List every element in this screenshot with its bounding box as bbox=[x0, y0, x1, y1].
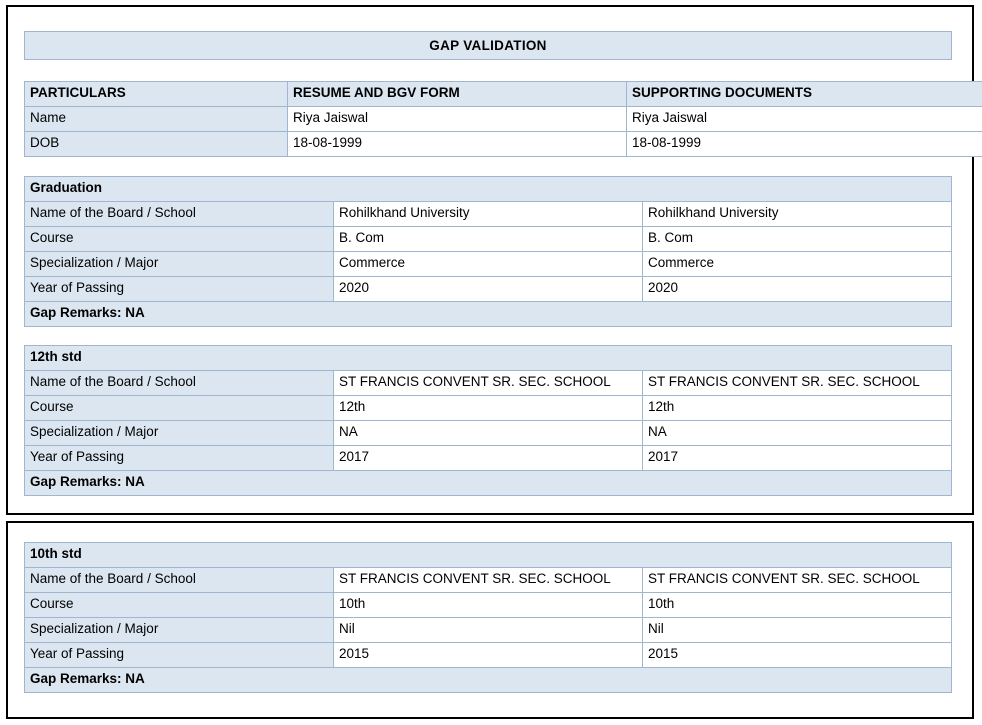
row-resume-course: 12th bbox=[334, 396, 643, 421]
row-label-board: Name of the Board / School bbox=[25, 568, 334, 593]
row-resume-year: 2020 bbox=[334, 277, 643, 302]
section-graduation bbox=[24, 176, 952, 327]
row-documents-year: 2017 bbox=[643, 446, 952, 471]
table-row bbox=[25, 132, 982, 157]
header-resume: RESUME AND BGV FORM bbox=[288, 82, 627, 107]
row-label-course: Course bbox=[25, 593, 334, 618]
row-documents-board: Rohilkhand University bbox=[643, 202, 952, 227]
table-row bbox=[25, 252, 952, 277]
row-label-name: Name bbox=[25, 107, 288, 132]
row-label-course: Course bbox=[25, 396, 334, 421]
row-documents-year: 2015 bbox=[643, 643, 952, 668]
row-resume-specialization: NA bbox=[334, 421, 643, 446]
row-label-board: Name of the Board / School bbox=[25, 371, 334, 396]
row-label-year: Year of Passing bbox=[25, 446, 334, 471]
row-label-course: Course bbox=[25, 227, 334, 252]
table-row bbox=[25, 107, 982, 132]
row-resume-specialization: Nil bbox=[334, 618, 643, 643]
row-documents-specialization: NA bbox=[643, 421, 952, 446]
row-documents-course: 12th bbox=[643, 396, 952, 421]
gap-remarks-10th: Gap Remarks: NA bbox=[25, 668, 952, 693]
tenth-table bbox=[24, 542, 952, 693]
table-row bbox=[25, 643, 952, 668]
row-label-specialization: Specialization / Major bbox=[25, 252, 334, 277]
row-documents-course: 10th bbox=[643, 593, 952, 618]
section-heading-row bbox=[25, 177, 952, 202]
row-resume-board: Rohilkhand University bbox=[334, 202, 643, 227]
table-row bbox=[25, 396, 952, 421]
row-documents-specialization: Commerce bbox=[643, 252, 952, 277]
table-row bbox=[25, 568, 952, 593]
row-resume-dob: 18-08-1999 bbox=[288, 132, 627, 157]
page-title: GAP VALIDATION bbox=[24, 31, 952, 60]
section-heading-12th: 12th std bbox=[25, 346, 952, 371]
table-row bbox=[25, 371, 952, 396]
identity-table bbox=[24, 81, 982, 157]
gap-remarks-12th: Gap Remarks: NA bbox=[25, 471, 952, 496]
section-10th bbox=[24, 542, 952, 693]
row-documents-name: Riya Jaiswal bbox=[627, 107, 982, 132]
table-row bbox=[25, 277, 952, 302]
gap-remarks-row bbox=[25, 668, 952, 693]
table-row bbox=[25, 618, 952, 643]
row-documents-year: 2020 bbox=[643, 277, 952, 302]
row-resume-year: 2017 bbox=[334, 446, 643, 471]
section-heading-row bbox=[25, 346, 952, 371]
section-heading-10th: 10th std bbox=[25, 543, 952, 568]
header-particulars: PARTICULARS bbox=[25, 82, 288, 107]
row-label-board: Name of the Board / School bbox=[25, 202, 334, 227]
section-heading-row bbox=[25, 543, 952, 568]
row-resume-name: Riya Jaiswal bbox=[288, 107, 627, 132]
table-row bbox=[25, 593, 952, 618]
row-label-year: Year of Passing bbox=[25, 277, 334, 302]
table-row bbox=[25, 227, 952, 252]
row-resume-course: 10th bbox=[334, 593, 643, 618]
twelfth-table bbox=[24, 345, 952, 496]
row-documents-board: ST FRANCIS CONVENT SR. SEC. SCHOOL bbox=[643, 568, 952, 593]
row-label-specialization: Specialization / Major bbox=[25, 618, 334, 643]
gap-remarks-row bbox=[25, 471, 952, 496]
row-resume-board: ST FRANCIS CONVENT SR. SEC. SCHOOL bbox=[334, 371, 643, 396]
row-documents-board: ST FRANCIS CONVENT SR. SEC. SCHOOL bbox=[643, 371, 952, 396]
row-resume-course: B. Com bbox=[334, 227, 643, 252]
identity-block bbox=[24, 81, 952, 157]
row-documents-course: B. Com bbox=[643, 227, 952, 252]
table-row bbox=[25, 446, 952, 471]
row-label-year: Year of Passing bbox=[25, 643, 334, 668]
row-documents-dob: 18-08-1999 bbox=[627, 132, 982, 157]
row-resume-specialization: Commerce bbox=[334, 252, 643, 277]
section-12th bbox=[24, 345, 952, 496]
title-block bbox=[24, 31, 952, 60]
section-heading-graduation: Graduation bbox=[25, 177, 952, 202]
table-row bbox=[25, 421, 952, 446]
row-label-specialization: Specialization / Major bbox=[25, 421, 334, 446]
row-resume-board: ST FRANCIS CONVENT SR. SEC. SCHOOL bbox=[334, 568, 643, 593]
row-label-dob: DOB bbox=[25, 132, 288, 157]
table-header-row bbox=[25, 82, 982, 107]
row-documents-specialization: Nil bbox=[643, 618, 952, 643]
graduation-table bbox=[24, 176, 952, 327]
header-documents: SUPPORTING DOCUMENTS bbox=[627, 82, 982, 107]
gap-remarks-graduation: Gap Remarks: NA bbox=[25, 302, 952, 327]
table-row bbox=[25, 202, 952, 227]
gap-remarks-row bbox=[25, 302, 952, 327]
row-resume-year: 2015 bbox=[334, 643, 643, 668]
